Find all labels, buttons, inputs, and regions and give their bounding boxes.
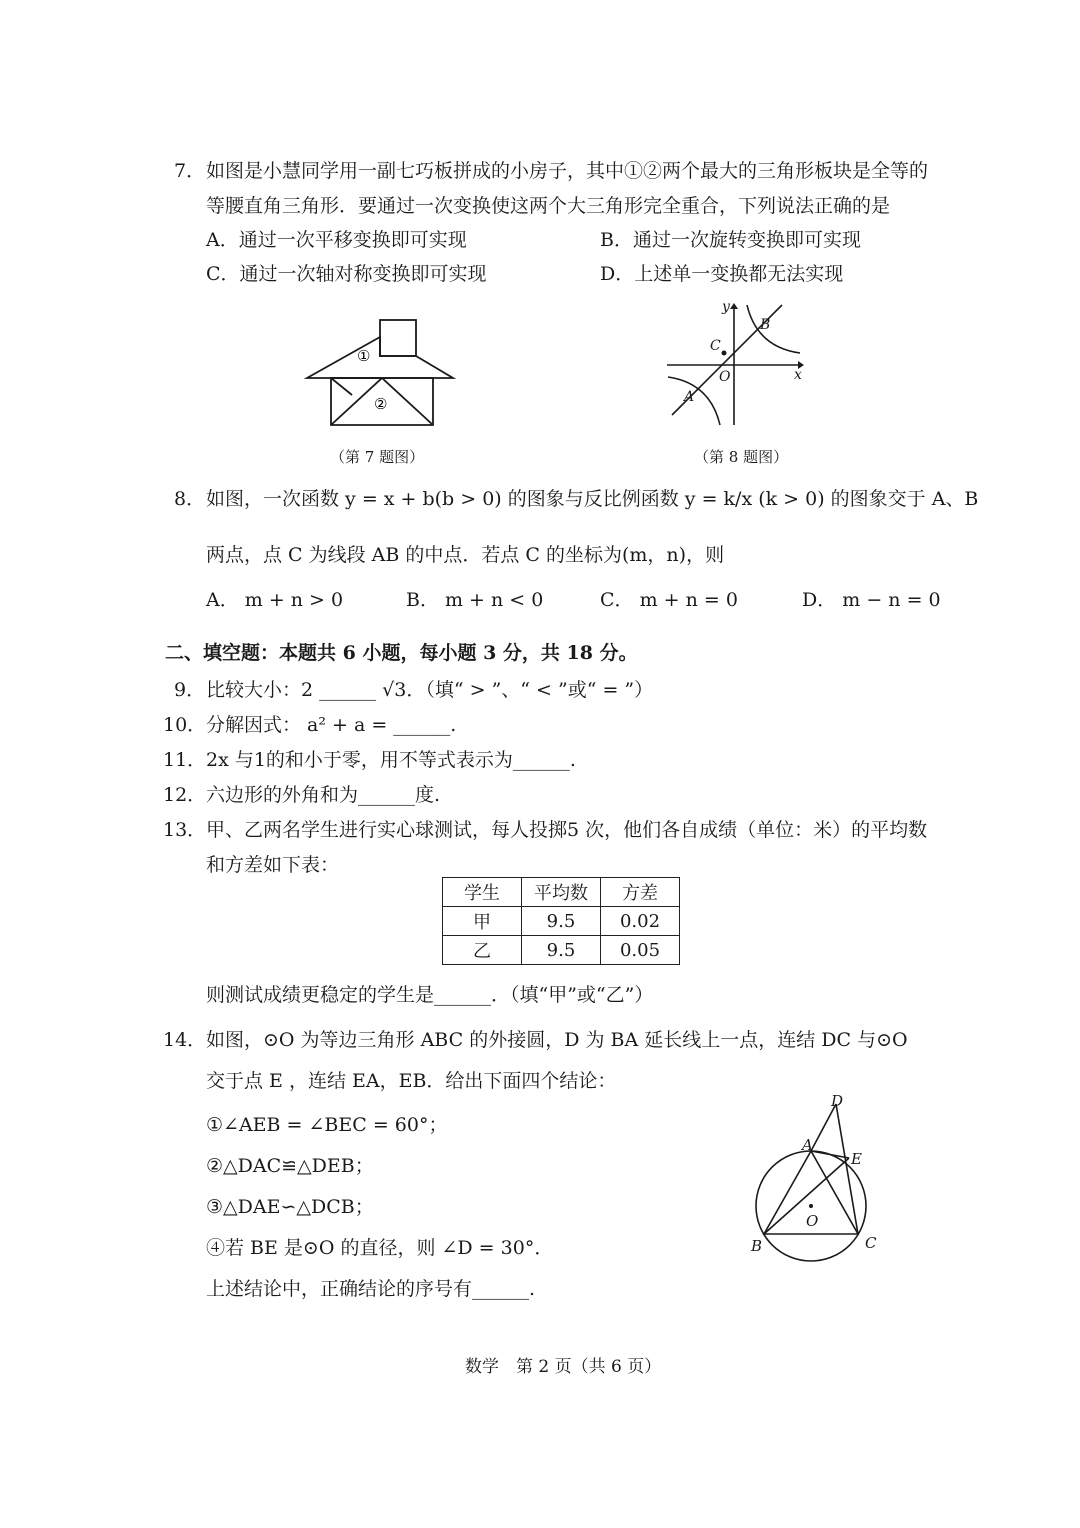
q8-option-d: D． m − n = 0	[802, 589, 941, 611]
q14-conclusion-4: ④若 BE 是⊙O 的直径，则 ∠D = 30°．	[206, 1237, 554, 1259]
q7-option-c: C．通过一次轴对称变换即可实现	[206, 263, 487, 285]
section-2-heading: 二、填空题：本题共 6 小题，每小题 3 分，共 18 分。	[165, 642, 638, 664]
table-cell: 0.05	[601, 936, 680, 965]
table-cell: 9.5	[522, 907, 601, 936]
point-e-label: E	[851, 1150, 862, 1168]
q8-line1: 如图，一次函数 y = x + b(b > 0) 的图象与反比例函数 y = k/x (k > 0) 的图象交于 A、B	[206, 488, 979, 510]
point-a-label: A	[802, 1136, 813, 1154]
q14-line3: 上述结论中，正确结论的序号有______.	[206, 1278, 536, 1300]
q7-caption: （第 7 题图）	[330, 448, 425, 466]
q14-conclusion-1: ①∠AEB = ∠BEC = 60°；	[206, 1114, 448, 1136]
q7-line1: 如图是小慧同学用一副七巧板拼成的小房子，其中①②两个最大的三角形板块是全等的	[206, 160, 929, 182]
q7-option-d: D．上述单一变换都无法实现	[600, 263, 844, 285]
q13-score-table	[442, 877, 680, 965]
table-row	[443, 936, 680, 965]
x-axis-label: x	[794, 367, 802, 383]
tangram-label-1: ①	[357, 347, 371, 365]
q13-number: 13．	[163, 819, 207, 841]
q14-circle-figure	[745, 1088, 895, 1268]
line-ad	[811, 1104, 836, 1151]
table-header-cell: 平均数	[522, 878, 601, 907]
q12-text: 六边形的外角和为______度.	[206, 784, 441, 806]
q8-number: 8．	[174, 488, 206, 510]
q14-conclusion-2: ②△DAC≌△DEB；	[206, 1155, 374, 1177]
origin-label: O	[719, 369, 731, 385]
q9-text: 比较大小：2 ______ √3．（填“ > ”、“ < ”或“ = ”）	[206, 679, 654, 701]
point-c-label: C	[865, 1234, 877, 1252]
point-b-label: B	[760, 317, 771, 333]
q7-option-a: A．通过一次平移变换即可实现	[206, 229, 467, 251]
table-cell: 9.5	[522, 936, 601, 965]
q12-number: 12．	[163, 784, 207, 806]
q11-text: 2x 与1的和小于零，用不等式表示为______.	[206, 749, 576, 771]
q9-number: 9．	[174, 679, 206, 701]
q7-number: 7．	[174, 160, 206, 182]
point-c-dot	[722, 351, 727, 356]
table-header-cell: 学生	[443, 878, 522, 907]
y-axis-label: y	[722, 299, 730, 315]
q7-line2: 等腰直角三角形．要通过一次变换使这两个大三角形完全重合，下列说法正确的是	[206, 195, 891, 217]
q8-option-b: B． m + n < 0	[406, 589, 544, 611]
q14-conclusion-3: ③△DAE∽△DCB；	[206, 1196, 374, 1218]
point-c-label: C	[710, 338, 721, 354]
center-o-dot	[809, 1204, 813, 1208]
q13-line1: 甲、乙两名学生进行实心球测试，每人投掷5 次，他们各自成绩（单位：米）的平均数	[206, 819, 928, 841]
q13-line2: 和方差如下表：	[206, 854, 340, 876]
q10-text: 分解因式： a² + a = ______.	[206, 714, 457, 736]
q8-option-c: C． m + n = 0	[600, 589, 738, 611]
point-d-label: D	[831, 1092, 844, 1110]
q8-option-a: A． m + n > 0	[206, 589, 344, 611]
point-b-label: B	[751, 1237, 763, 1255]
tangram-label-2: ②	[374, 395, 388, 413]
point-o-label: O	[806, 1212, 819, 1230]
q14-number: 14．	[163, 1029, 207, 1051]
q7-tangram-house-figure	[300, 315, 460, 430]
table-cell: 乙	[443, 936, 522, 965]
q11-number: 11．	[163, 749, 207, 771]
page-footer: 数学 第 2 页（共 6 页）	[465, 1357, 662, 1377]
q7-option-b: B．通过一次旋转变换即可实现	[600, 229, 861, 251]
q8-caption: （第 8 题图）	[694, 448, 789, 466]
q14-line1: 如图，⊙O 为等边三角形 ABC 的外接圆，D 为 BA 延长线上一点，连结 DC 与⊙O	[206, 1029, 908, 1051]
table-cell: 0.02	[601, 907, 680, 936]
q13-line3: 则测试成绩更稳定的学生是______．（填“甲”或“乙”）	[206, 984, 654, 1006]
table-cell: 甲	[443, 907, 522, 936]
line-ae	[811, 1151, 849, 1158]
hyperbola-branch-1	[747, 305, 800, 353]
table-header-cell: 方差	[601, 878, 680, 907]
q8-line2: 两点，点 C 为线段 AB 的中点．若点 C 的坐标为(m，n)，则	[206, 544, 725, 566]
q8-graph-figure	[662, 297, 812, 432]
table-row	[443, 907, 680, 936]
tangram-square	[380, 320, 416, 356]
q10-number: 10．	[163, 714, 207, 736]
table-header-row	[443, 878, 680, 907]
q14-line2: 交于点 E ，连结 EA，EB．给出下面四个结论：	[206, 1070, 617, 1092]
point-a-label: A	[684, 389, 695, 405]
